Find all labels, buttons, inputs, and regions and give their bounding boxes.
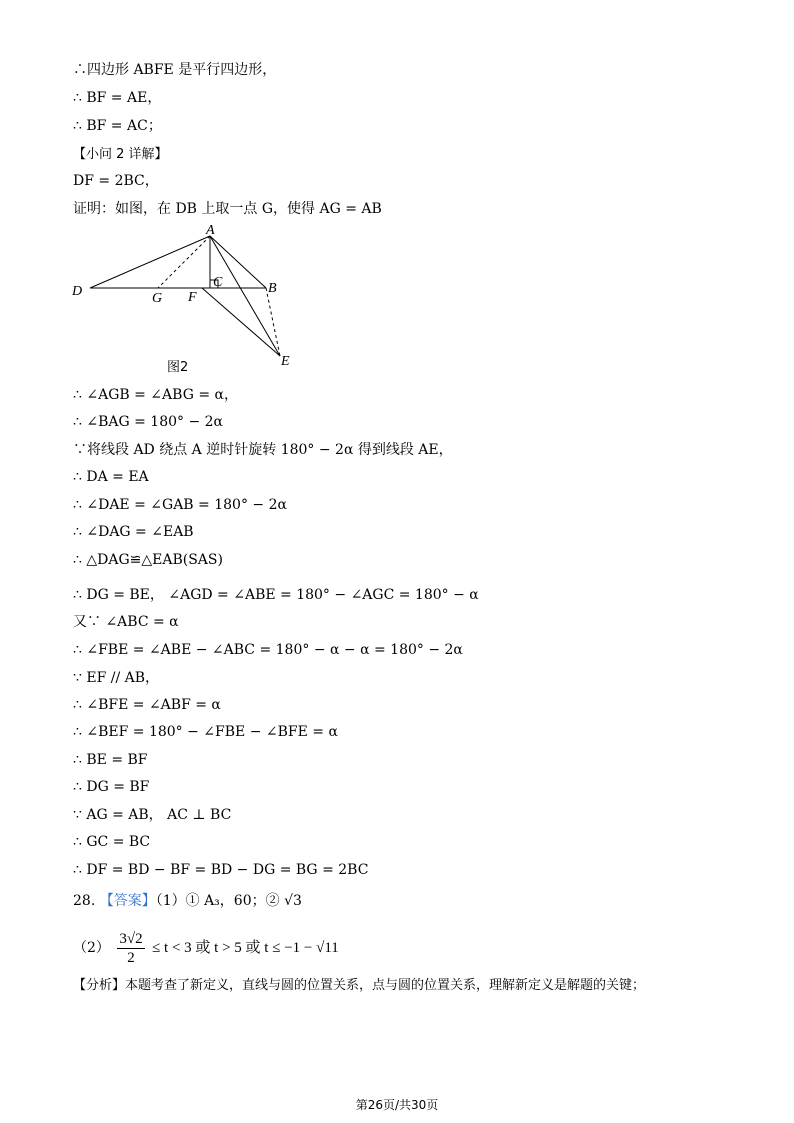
page-footer: 第26页/共30页 <box>355 1098 439 1112</box>
answer-part2-inequality: ≤ t < 3 或 t > 5 或 t ≤ −1 − √11 <box>152 940 339 956</box>
line-bag: ∴ ∠BAG = 180° − 2α <box>73 414 224 430</box>
answer-part1-text: （1）① A₃，60；② √3 <box>155 893 302 909</box>
line-da-ea: ∴ DA = EA <box>73 469 149 485</box>
line-rotation: ∵将线段 AD 绕点 A 逆时针旋转 180° − 2α 得到线段 AE， <box>73 442 453 458</box>
answer-28-part2 <box>73 928 339 968</box>
line-ag-ab: ∵ AG = AB， AC ⊥ BC <box>73 807 232 823</box>
figure-caption: 图2 <box>167 360 189 375</box>
line-df-2bc: DF = 2BC， <box>73 173 159 189</box>
label-c: C <box>213 275 223 290</box>
label-b: B <box>268 281 277 296</box>
line-dg-be: ∴ DG = BE， ∠AGD = ∠ABE = 180° − ∠AGC = 180° − α <box>73 587 479 603</box>
line-proof-intro: 证明：如图，在 DB 上取一点 G，使得 AG = AB <box>73 201 382 217</box>
answer-28-part1 <box>73 891 302 911</box>
fraction-numerator: 3√2 <box>119 930 143 947</box>
answer-part2-prefix: （2） <box>73 940 110 956</box>
segment-da <box>90 236 210 288</box>
line-abc-alpha: 又∵ ∠ABC = α <box>73 614 179 630</box>
segment-ae <box>210 236 280 356</box>
line-parallelogram: ∴四边形 ABFE 是平行四边形， <box>73 62 277 78</box>
line-gc-bc: ∴ GC = BC <box>73 834 151 850</box>
line-df-conclusion: ∴ DF = BD − BF = BD − DG = BG = 2BC <box>73 862 369 878</box>
geometry-figure <box>62 224 302 384</box>
fraction-denominator: 2 <box>127 949 135 966</box>
label-a: A <box>206 224 215 238</box>
segment-fe <box>202 288 280 356</box>
line-agb-abg: ∴ ∠AGB = ∠ABG = α， <box>73 387 238 403</box>
line-be-bf: ∴ BE = BF <box>73 752 148 768</box>
line-bef: ∴ ∠BEF = 180° − ∠FBE − ∠BFE = α <box>73 724 338 740</box>
section-heading: 【小问 2 详解】 <box>73 147 168 162</box>
line-fbe: ∴ ∠FBE = ∠ABE − ∠ABC = 180° − α − α = 180° − 2α <box>73 642 463 658</box>
line-ef-parallel-ab: ∵ EF // AB， <box>73 670 160 686</box>
answer-tag: 【答案】 <box>99 893 156 909</box>
line-bf-ac: ∴ BF = AC； <box>73 118 162 134</box>
line-dag-eab: ∴ ∠DAG = ∠EAB <box>73 524 194 540</box>
line-bfe: ∴ ∠BFE = ∠ABF = α <box>73 697 221 713</box>
line-dae-gab: ∴ ∠DAE = ∠GAB = 180° − 2α <box>73 497 287 513</box>
label-d: D <box>72 284 83 299</box>
label-f: F <box>188 290 197 305</box>
line-dg-bf: ∴ DG = BF <box>73 779 150 795</box>
fraction <box>117 930 144 967</box>
analysis-line: 【分析】本题考查了新定义，直线与圆的位置关系，点与圆的位置关系，理解新定义是解题的关键； <box>73 978 646 993</box>
label-e: E <box>281 354 290 369</box>
line-congruence: ∴ △DAG≌△EAB(SAS) <box>73 552 223 568</box>
question-number: 28. <box>73 893 96 909</box>
label-g: G <box>152 291 163 306</box>
line-bf-ae: ∴ BF = AE， <box>73 90 162 106</box>
segment-ag-dashed <box>158 236 210 288</box>
